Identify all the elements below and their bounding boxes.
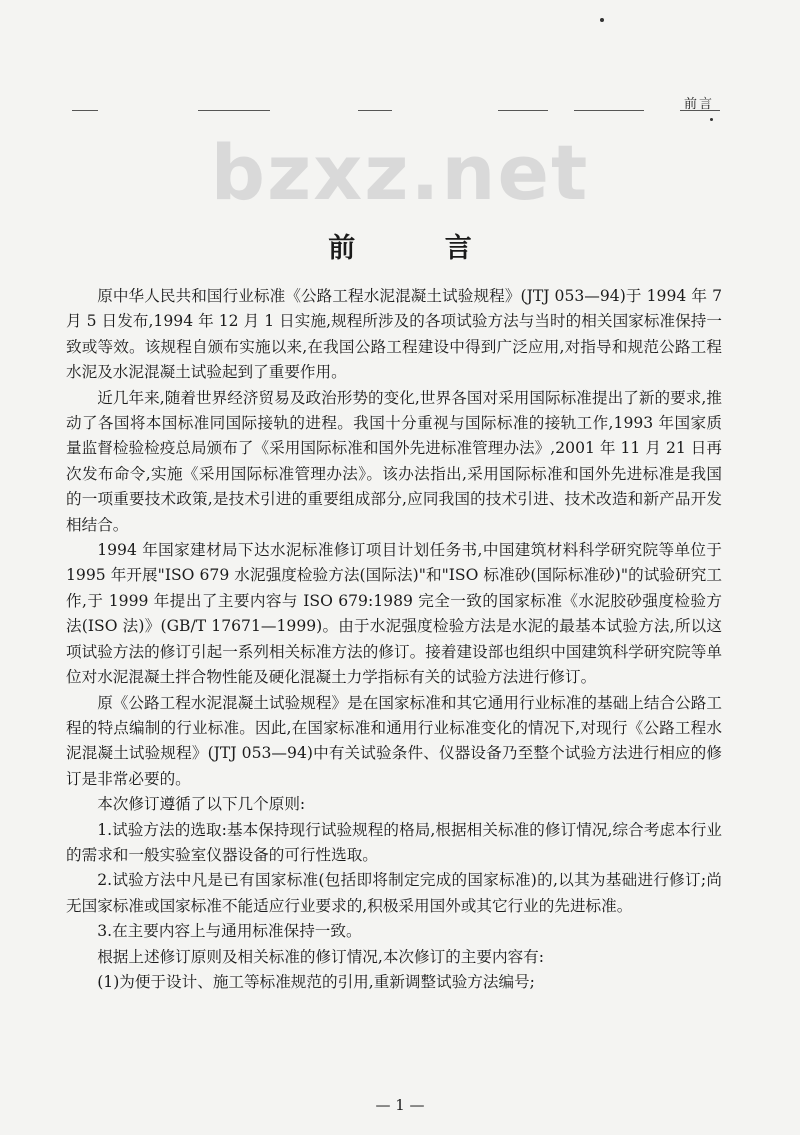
header-rule-segment bbox=[358, 110, 392, 111]
paragraph: 3.在主要内容上与通用标准保持一致。 bbox=[97, 922, 362, 941]
paragraph: 2.试验方法中凡是已有国家标准(包括即将制定完成的国家标准)的,以其为基础进行修订;尚无国家标准或国家标准不能适应行业要求的,积极采用国外或其它行业的先进标准。 bbox=[66, 871, 722, 915]
scan-speck bbox=[710, 118, 713, 121]
paragraph: 本次修订遵循了以下几个原则: bbox=[97, 795, 306, 814]
scan-speck bbox=[600, 18, 604, 22]
running-header: 前言 bbox=[684, 97, 715, 112]
paragraph: 1.试验方法的选取:基本保持现行试验规程的格局,根据相关标准的修订情况,综合考虑本行业的需求和一般实验室仪器设备的可行性选取。 bbox=[66, 820, 722, 864]
body-text bbox=[66, 284, 722, 995]
paragraph: 原中华人民共和国行业标准《公路工程水泥混凝土试验规程》(JTJ 053—94)于 1994 年 7 月 5 日发布,1994 年 12 月 1 日实施,规程所涉及的各项试验方法与当时的相关国家标准保持一致或等效。该规程自颁布实施以来,在我国公路工程建设中得到广泛应用,对指导和规范公路工程水泥及水泥混凝土试验起到了重要作用。 bbox=[66, 287, 722, 382]
paragraph: 近几年来,随着世界经济贸易及政治形势的变化,世界各国对采用国际标准提出了新的要求,推动了各国将本国标准同国际接轨的进程。我国十分重视与国际标准的接轨工作,1993 年国家质量监督检验检疫总局颁布了《采用国际标准和国外先进标准管理办法》,2001 年 11 月 21 日再次发布命令,实施《采用国际标准管理办法》。该办法指出,采用国际标准和国外先进标准是我国的一项重要技术政策,是技术引进的重要组成部分,应同我国的技术引进、技术改造和新产品开发相结合。 bbox=[66, 388, 722, 534]
header-rule-segment bbox=[498, 110, 548, 111]
page-number: — 1 — bbox=[375, 1096, 425, 1114]
paragraph: 1994 年国家建材局下达水泥标准修订项目计划任务书,中国建筑材料科学研究院等单位于 1995 年开展"ISO 679 水泥强度检验方法(国际法)"和"ISO 标准砂(国际标准砂)"的试验研究工作,于 1999 年提出了主要内容与 ISO 679:1989 完全一致的国家标准《水泥胶砂强度检验方法(ISO 法)》(GB/T 17671—1999)。由于水泥强度检验方法是水泥的最基本试验方法,所以这项试验方法的修订引起一系列相关标准方法的修订。接着建设部也组织中国建筑科学研究院等单位对水泥混凝土拌合物性能及硬化混凝土力学指标有关的试验方法进行修订。 bbox=[66, 541, 722, 687]
watermark: bzxz.net bbox=[210, 128, 590, 217]
paragraph: 根据上述修订原则及相关标准的修订情况,本次修订的主要内容有: bbox=[97, 947, 545, 966]
header-rule-segment bbox=[72, 110, 98, 111]
page-title: 前 言 bbox=[328, 233, 512, 264]
header-rule-segment bbox=[198, 110, 270, 111]
header-rule-segment bbox=[574, 110, 644, 111]
paragraph: 原《公路工程水泥混凝土试验规程》是在国家标准和其它通用行业标准的基础上结合公路工程的特点编制的行业标准。因此,在国家标准和通用行业标准变化的情况下,对现行《公路工程水泥混凝土试验规程》(JTJ 053—94)中有关试验条件、仪器设备乃至整个试验方法进行相应的修订是非常必要的。 bbox=[66, 693, 722, 788]
paragraph: (1)为便于设计、施工等标准规范的引用,重新调整试验方法编号; bbox=[97, 972, 535, 991]
